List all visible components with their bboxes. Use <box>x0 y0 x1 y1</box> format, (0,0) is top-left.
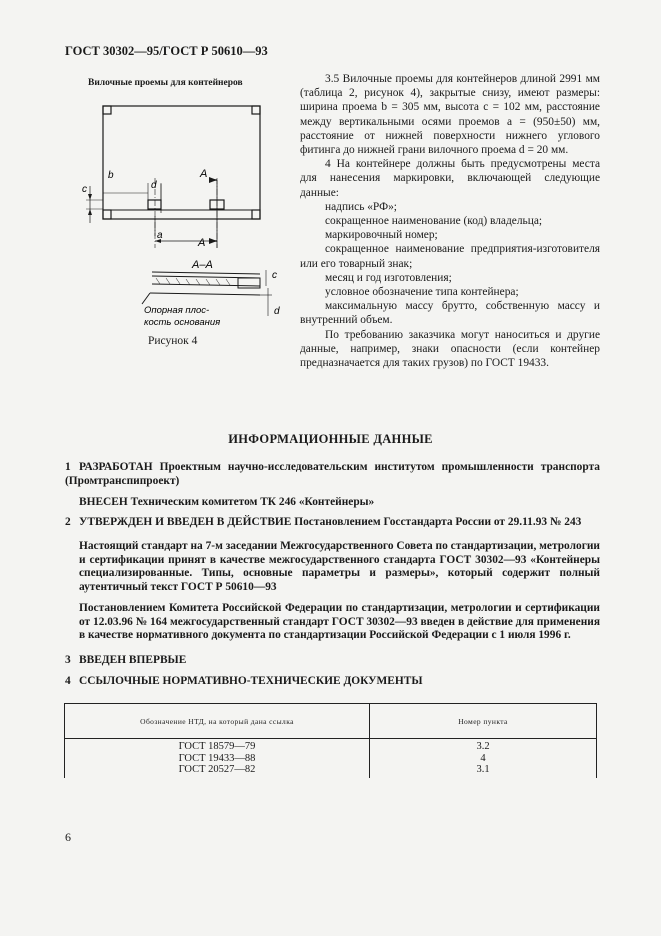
doc-cell: ГОСТ 19433—88 <box>178 752 256 764</box>
info-item-1 <box>65 461 600 488</box>
info-item-1-number: 1 <box>65 461 71 473</box>
fork-pocket-left <box>148 200 161 209</box>
marking-item: маркировочный номер; <box>325 229 438 242</box>
info-item-2c <box>65 602 600 643</box>
document-header: ГОСТ 30302—95/ГОСТ Р 50610—93 <box>65 44 268 58</box>
info-item-2 <box>65 516 600 530</box>
section-mark-bottom: A <box>198 237 206 249</box>
figure-caption: Рисунок 4 <box>148 335 198 347</box>
info-item-4-number: 4 <box>65 675 71 687</box>
info-item-2b <box>65 540 600 594</box>
column-header-document: Обозначение НТД, на который дана ссылка <box>65 704 370 739</box>
info-item-1b-text: ВНЕСЕН Техническим комитетом ТК 246 «Контейнеры» <box>79 496 375 508</box>
clause-4: 4 На контейнере должны быть предусмотрены места для нанесения маркировки, включающей следующие данные: <box>300 158 600 199</box>
references-table-header <box>65 704 597 739</box>
references-table <box>64 703 597 778</box>
section-mark-top: A <box>200 168 208 180</box>
info-item-3-number: 3 <box>65 654 71 666</box>
doc-cell: ГОСТ 18579—79 <box>178 741 256 752</box>
label-d: d <box>151 180 157 191</box>
corner-fitting-bl <box>103 210 111 219</box>
label-c: c <box>82 184 87 195</box>
corner-fitting-tl <box>103 106 111 114</box>
info-item-3 <box>65 654 600 668</box>
marking-item: сокращенное наименование (код) владельца; <box>325 215 543 228</box>
corner-fitting-tr <box>252 106 260 114</box>
clause-cell: 3.1 <box>476 764 490 775</box>
section-label-d: d <box>274 306 280 317</box>
base-plane-label-1: Опорная плос- <box>144 305 210 316</box>
corner-fitting-br <box>252 210 260 219</box>
section-title: A–A <box>192 259 213 271</box>
info-item-1-text: РАЗРАБОТАН Проектным научно-исследовательским институтом промышленности транспорта (Промтранспипроект) <box>65 461 600 487</box>
marking-item: сокращенное наименование предприятия-изготовителя или его товарный знак; <box>300 243 600 270</box>
info-item-3-text: ВВЕДЕН ВПЕРВЫЕ <box>79 654 187 666</box>
container-outline <box>103 106 260 219</box>
customer-request-paragraph: По требованию заказчика могут наноситься и другие данные, например, знаки опасности (если контейнер предназначается для таких грузов) по ГОСТ 19433. <box>300 328 600 370</box>
info-item-4-text: ССЫЛОЧНЫЕ НОРМАТИВНО-ТЕХНИЧЕСКИЕ ДОКУМЕНТЫ <box>79 675 423 687</box>
info-item-2c-text: Постановлением Комитета Российской Федерации по стандартизации, метрологии и сертификации от 12.03.96 № 164 межгосударственный стандарт ГОСТ 30302—93 введен в действие для применения в качестве нормативного документа по стандартизации Российской Федерации с 1 июля 1996 г. <box>79 602 600 641</box>
clause-3-5: 3.5 Вилочные проемы для контейнеров длиной 2991 мм (таблица 2, рисунок 4), закрытые снизу, имеют размеры: ширина проема b = 305 мм, высота c = 102 мм, расстояние между вертикальными осями проемов a = (950±50) мм, расстояние от нижней поверхности нижнего углового фитинга до нижней грани вилочного проема d = 20 мм. <box>300 73 600 157</box>
clause-cell: 3.2 <box>476 741 490 752</box>
table-row <box>65 739 597 778</box>
info-item-2-text: УТВЕРЖДЕН И ВВЕДЕН В ДЕЙСТВИЕ Постановлением Госстандарта России от 29.11.93 № 243 <box>79 516 582 528</box>
base-plane-label-2: кость основания <box>144 317 221 328</box>
page-number: 6 <box>65 830 71 844</box>
doc-cell: ГОСТ 20527—82 <box>178 764 256 775</box>
right-column-text <box>300 72 600 370</box>
info-item-4 <box>65 675 600 689</box>
label-b: b <box>108 170 114 181</box>
info-item-2-number: 2 <box>65 516 71 528</box>
label-a: a <box>157 230 163 241</box>
section-label-c: c <box>272 270 277 281</box>
marking-item: условное обозначение типа контейнера; <box>325 286 519 299</box>
forklift-pocket-drawing <box>60 88 300 333</box>
column-header-clause: Номер пункта <box>370 704 597 739</box>
figure-title: Вилочные проемы для контейнеров <box>88 78 243 88</box>
info-item-2b-text: Настоящий стандарт на 7-м заседании Межгосударственного Совета по стандартизации, метрологии и сертификации принят в качестве межгосударственного стандарта ГОСТ 30302—93 «Контейнеры специализированные. Типы, основные параметры и размеры», который содержит полный аутентичный текст ГОСТ Р 50610—93 <box>79 540 600 593</box>
marking-item: максимальную массу брутто, собственную массу и внутренний объем. <box>300 300 600 327</box>
marking-item: надпись «РФ»; <box>325 200 397 213</box>
info-section-title: ИНФОРМАЦИОННЫЕ ДАННЫЕ <box>228 432 433 446</box>
clause-cell: 4 <box>480 752 486 764</box>
marking-item: месяц и год изготовления; <box>325 271 452 284</box>
info-item-1b <box>65 496 600 510</box>
